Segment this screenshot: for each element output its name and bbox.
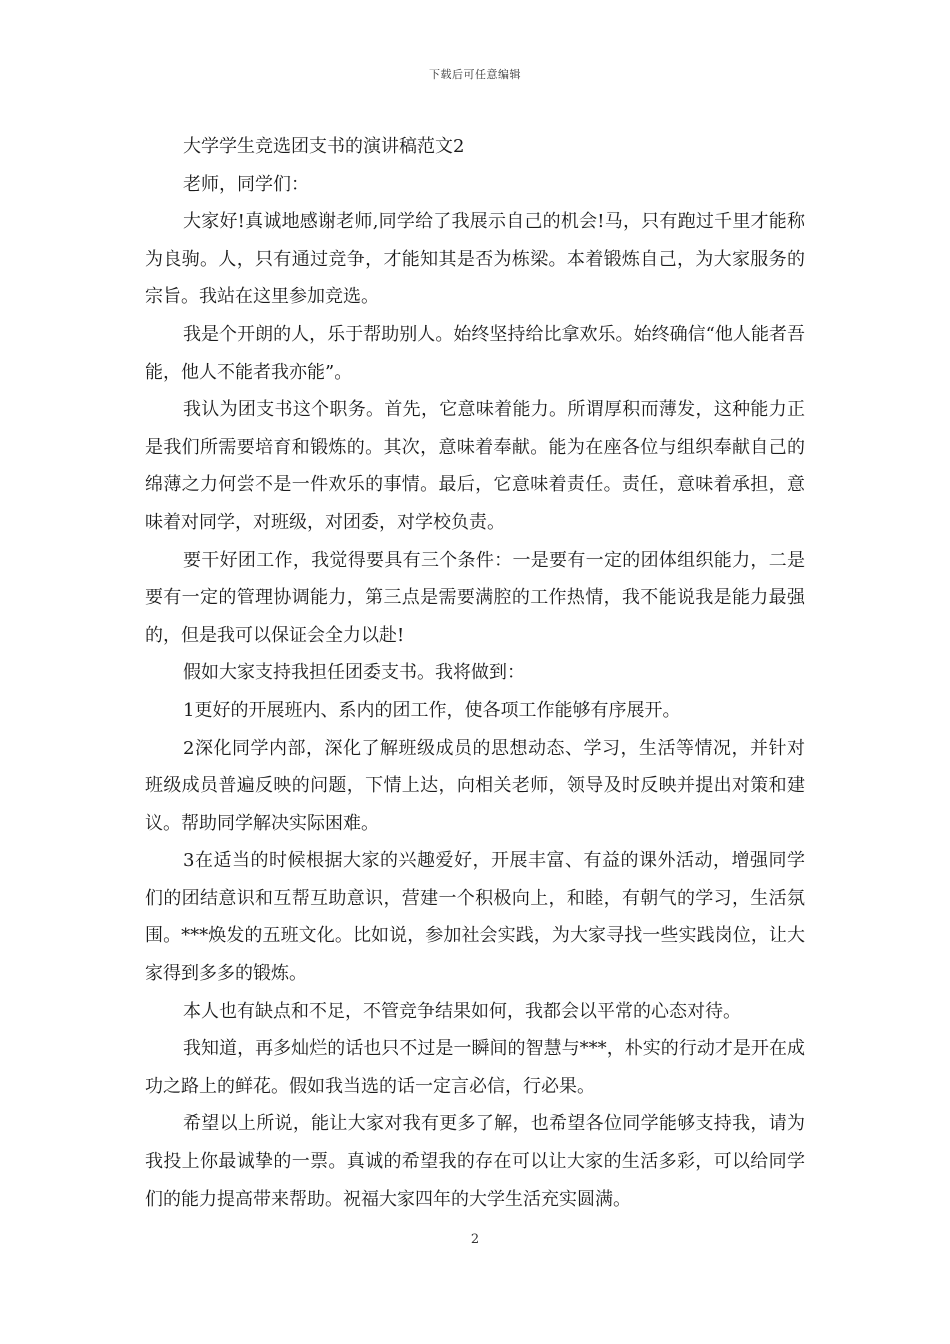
paragraph: 我知道，再多灿烂的话也只不过是一瞬间的智慧与***，朴实的行动才是开在成功之路上的鲜花。假如我当选的话一定言必信，行必果。 [145, 1038, 805, 1097]
list-item: 3在适当的时候根据大家的兴趣爱好，开展丰富、有益的课外活动，增强同学们的团结意识和互帮互助意识，营建一个积极向上，和睦，有朝气的学习，生活氛围。***焕发的五班文化。比如说，参加社会实践，为大家寻找一些实践岗位，让大家得到多多的锻炼。 [145, 850, 805, 985]
document-body [145, 128, 805, 1218]
paragraph: 本人也有缺点和不足，不管竞争结果如何，我都会以平常的心态对待。 [183, 1000, 741, 1022]
paragraph: 我认为团支书这个职务。首先，它意味着能力。所谓厚积而薄发，这种能力正是我们所需要培育和锻炼的。其次，意味着奉献。能为在座各位与组织奉献自己的绵薄之力何尝不是一件欢乐的事情。最后，它意味着责任。责任，意味着承担，意味着对同学，对班级，对团委，对学校负责。 [145, 399, 805, 533]
page-number: 2 [470, 1232, 480, 1247]
paragraph-greeting: 老师，同学们： [183, 173, 309, 195]
paragraph: 我是个开朗的人，乐于帮助别人。始终坚持给比拿欢乐。始终确信“他人能者吾能，他人不能者我亦能”。 [145, 323, 805, 383]
paragraph: 假如大家支持我担任团委支书。我将做到： [183, 662, 525, 684]
list-item: 2深化同学内部，深化了解班级成员的思想动态、学习，生活等情况，并针对班级成员普遍反映的问题，下情上达，向相关老师，领导及时反映并提出对策和建议。帮助同学解决实际困难。 [145, 737, 805, 834]
list-item: 1更好的开展班内、系内的团工作，使各项工作能够有序展开。 [183, 699, 681, 721]
header-note: 下载后可任意编辑 [429, 68, 521, 81]
paragraph: 大家好!真诚地感谢老师,同学给了我展示自己的机会!马，只有跑过千里才能称为良驹。人，只有通过竞争，才能知其是否为栋梁。本着锻炼自己，为大家服务的宗旨。我站在这里参加竞选。 [145, 211, 805, 308]
paragraph: 希望以上所说，能让大家对我有更多了解，也希望各位同学能够支持我，请为我投上你最诚挚的一票。真诚的希望我的存在可以让大家的生活多彩，可以给同学们的能力提高带来帮助。祝福大家四年的大学生活充实圆满。 [145, 1113, 805, 1210]
document-title: 大学学生竞选团支书的演讲稿范文2 [183, 136, 465, 157]
paragraph: 要干好团工作，我觉得要具有三个条件：一是要有一定的团体组织能力，二是要有一定的管理协调能力，第三点是需要满腔的工作热情，我不能说我是能力最强的，但是我可以保证会全力以赴! [145, 549, 805, 646]
